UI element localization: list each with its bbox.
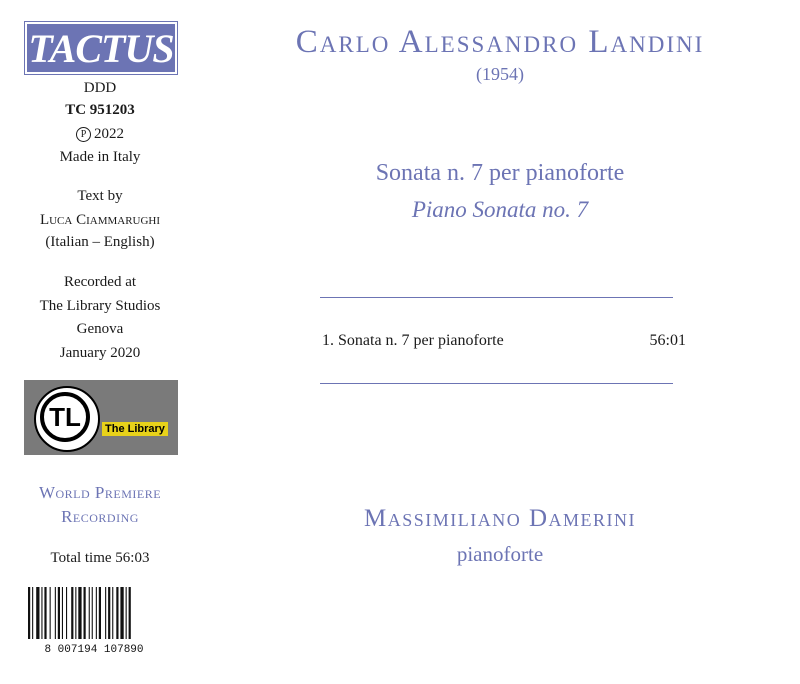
barcode-bar	[105, 587, 106, 639]
recorded-label: Recorded at	[63, 274, 137, 290]
origin-text: Made in Italy	[59, 149, 141, 165]
recording-city: Genova	[76, 321, 124, 337]
track-duration: 56:01	[649, 332, 686, 349]
main-panel	[200, 0, 800, 684]
barcode-bar	[96, 587, 97, 639]
text-languages: (Italian – English)	[45, 234, 155, 250]
recording-date: January 2020	[59, 345, 141, 361]
barcode-bar	[32, 587, 33, 639]
barcode-bar	[44, 587, 46, 639]
barcode-bar	[71, 587, 73, 639]
composer-name: Carlo Alessandro Landini	[295, 24, 705, 60]
performer-name: Massimiliano Damerini	[363, 505, 637, 532]
recording-format: DDD	[83, 80, 117, 96]
barcode-bar	[99, 587, 101, 639]
barcode-bar	[120, 587, 123, 639]
premiere-line-2: Recording	[61, 507, 139, 526]
phonogram-line	[0, 124, 200, 144]
tactus-logo-text: TACTUS	[28, 25, 174, 71]
barcode-bar	[62, 587, 63, 639]
barcode-bar	[75, 587, 76, 639]
track-row	[322, 332, 686, 350]
text-author: Luca Ciammarughi	[39, 212, 161, 228]
barcode-bar	[58, 587, 60, 639]
barcode	[24, 585, 164, 655]
barcode-bar	[28, 587, 30, 639]
barcode-bar	[108, 587, 110, 639]
barcode-bar	[84, 587, 86, 639]
work-title: Sonata n. 7 per pianoforte	[375, 160, 625, 186]
divider-bottom	[320, 383, 673, 384]
barcode-bar	[126, 587, 127, 639]
barcode-bar	[129, 587, 131, 639]
total-time: Total time 56:03	[50, 550, 150, 566]
tactus-logo	[25, 22, 177, 74]
library-badge-icon	[34, 386, 100, 452]
library-studios-logo	[24, 380, 178, 455]
catalog-number: TC 951203	[65, 102, 135, 118]
performer-instrument: pianoforte	[456, 542, 544, 566]
barcode-bar	[50, 587, 51, 639]
barcode-bar	[92, 587, 93, 639]
label-sidebar	[0, 0, 200, 684]
divider-top	[320, 297, 673, 298]
text-by-label: Text by	[77, 188, 123, 204]
track-title: 1. Sonata n. 7 per pianoforte	[322, 332, 504, 349]
barcode-bar	[36, 587, 39, 639]
premiere-line-1: World Premiere	[38, 483, 162, 502]
barcode-digits: 8 007194 107890	[44, 644, 144, 655]
barcode-bar	[78, 587, 81, 639]
phonogram-year: 2022	[94, 126, 124, 142]
barcode-bar	[112, 587, 113, 639]
barcode-bars	[28, 587, 131, 639]
composer-years: (1954)	[476, 64, 524, 84]
barcode-bar	[55, 587, 56, 639]
library-initials: TL	[40, 392, 90, 442]
library-logo-label: The Library	[102, 422, 168, 436]
barcode-bar	[41, 587, 42, 639]
phonogram-icon: P	[76, 127, 91, 142]
studio-name: The Library Studios	[39, 298, 161, 314]
work-subtitle: Piano Sonata no. 7	[411, 197, 589, 222]
barcode-bar	[116, 587, 118, 639]
barcode-bar	[89, 587, 90, 639]
barcode-bar	[66, 587, 67, 639]
